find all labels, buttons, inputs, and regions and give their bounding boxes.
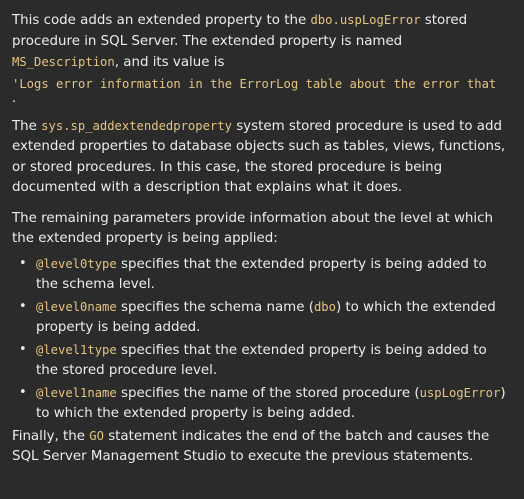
list-item — [19, 297, 512, 339]
paragraph-parameters: The remaining parameters provide information about the level at which the extended property is being applied: — [12, 210, 493, 246]
list-item — [19, 340, 512, 382]
bullet-icon: • — [19, 384, 27, 400]
param-text: ) to which the extended property is being added. — [36, 299, 496, 335]
system-proc-text-1: The — [12, 118, 42, 134]
go-text-1: Finally, the — [12, 428, 90, 444]
system-proc-text-2: system stored procedure is used to add extended properties to database objects such as tables, views, functions, or stored procedures. In this case, the stored procedure is being documented with a description that explains what it does. — [12, 118, 506, 195]
procedure-code: uspLogError — [419, 385, 501, 400]
list-item — [19, 254, 512, 296]
param-code: @level1name — [36, 385, 117, 400]
bullet-icon: • — [19, 341, 27, 357]
parameter-list — [12, 254, 512, 425]
bullet-icon: • — [19, 298, 27, 314]
paragraph-intro — [12, 10, 512, 74]
param-text: specifies the schema name ( — [116, 299, 314, 315]
param-code: @level0type — [36, 256, 117, 271]
go-text-2: statement indicates the end of the batch and causes the SQL Server Management Studio to execute the previous statements. — [12, 428, 490, 464]
intro-text-2: stored procedure in SQL Server. The extended property is named — [12, 13, 468, 49]
param-text: specifies the name of the stored procedure ( — [116, 385, 420, 401]
bullet-icon: • — [19, 255, 27, 271]
property-value-code: 'Logs error information in the ErrorLog table about the error that — [12, 76, 497, 91]
param-text: ) to which the extended property is being added. — [36, 385, 506, 421]
paragraph-go — [12, 426, 512, 468]
paragraph-system-proc — [12, 116, 512, 199]
property-name-code: MS_Description — [12, 55, 115, 69]
schema-code: dbo — [313, 299, 336, 314]
intro-text-1: This code adds an extended property to the — [12, 13, 311, 28]
param-text: specifies that the extended property is being added to the stored procedure level. — [36, 342, 487, 378]
param-code: @level1type — [36, 342, 117, 357]
procedure-name-code: dbo.uspLogError — [310, 13, 421, 27]
trailing-period: . — [12, 90, 17, 106]
list-item — [19, 383, 512, 425]
param-code: @level0name — [36, 299, 117, 314]
intro-text-3: , and its value is — [114, 55, 225, 70]
system-proc-code: sys.sp_addextendedproperty — [41, 118, 232, 133]
go-code: GO — [89, 428, 104, 443]
param-text: specifies that the extended property is being added to the schema level. — [36, 256, 487, 292]
